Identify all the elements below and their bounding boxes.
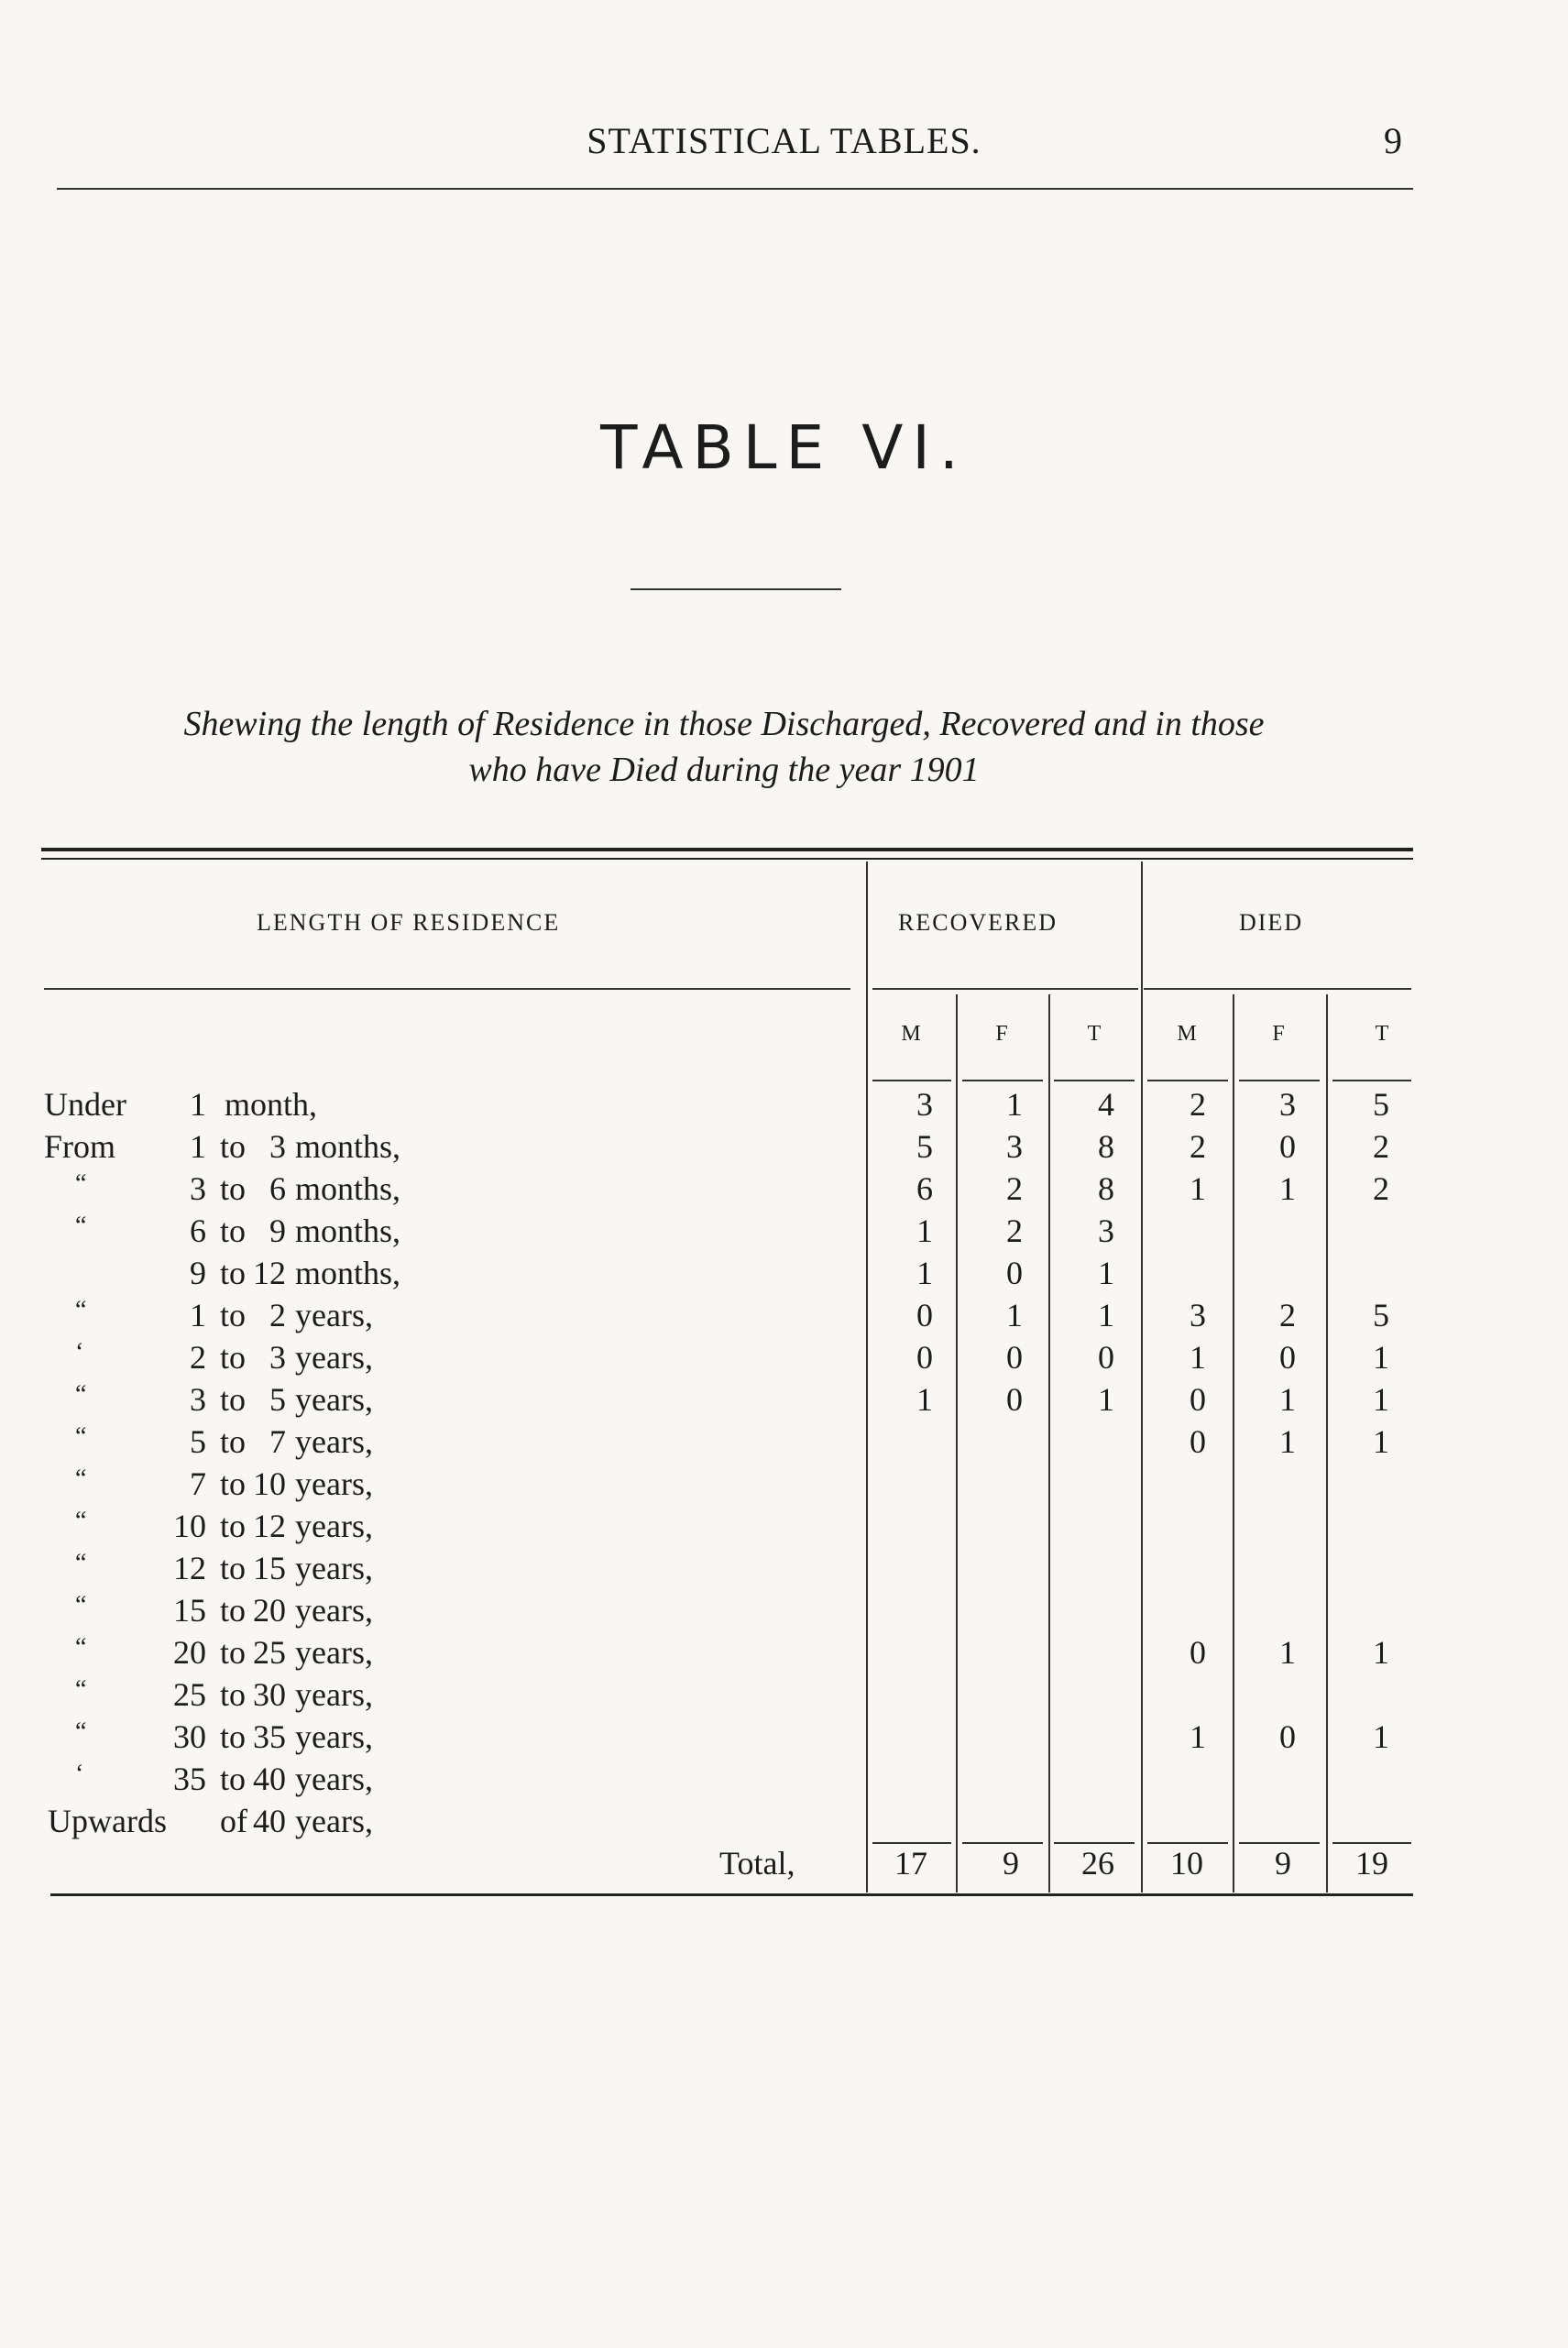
cell-died-t: 1 [1373,1718,1389,1755]
row-prefix: “ [75,1296,87,1324]
title-rule [630,588,841,590]
cell-recovered-f: 0 [1006,1339,1023,1376]
row-from: 5 [190,1423,206,1460]
row-prefix: “ [75,1633,87,1662]
row-unit: month, [225,1086,318,1123]
cell-recovered-m: 1 [916,1381,933,1418]
row-unit: years, [295,1761,373,1797]
cell-died-f: 0 [1279,1718,1296,1755]
row-from: 6 [190,1212,206,1249]
row-to-word: to [220,1550,247,1586]
cell-died-t: 5 [1373,1086,1389,1123]
table-row [0,1591,1568,1633]
col-header-residence: LENGTH OF RESIDENCE [257,909,561,936]
col-header-recovered: RECOVERED [898,909,1058,936]
total-died-f: 9 [1275,1845,1291,1882]
row-from: 1 [190,1297,206,1333]
table-bottom-rule [50,1893,1413,1896]
sub-header-underline-1 [872,1080,951,1081]
cell-recovered-t: 8 [1098,1170,1114,1207]
row-to-word: to [220,1592,247,1629]
cell-recovered-m: 6 [916,1170,933,1207]
row-prefix: “ [75,1169,87,1198]
row-prefix: “ [75,1507,87,1535]
table-row [0,1802,1568,1844]
table-row [0,1422,1568,1465]
cell-recovered-f: 1 [1006,1086,1023,1123]
cell-died-f: 1 [1279,1381,1296,1418]
running-title: STATISTICAL TABLES. [587,120,981,161]
sub-header-underline-3 [1054,1080,1135,1081]
row-prefix: “ [75,1591,87,1619]
total-recovered-t: 26 [1081,1845,1114,1882]
row-to-word: to [220,1297,247,1333]
table-top-rule-thin [41,858,1413,860]
row-to-value: 3 [269,1128,286,1165]
row-prefix: From [44,1128,116,1165]
table-row [0,1296,1568,1338]
table-row [0,1760,1568,1802]
row-from: 1 [190,1128,206,1165]
row-to-value: 15 [253,1550,286,1586]
cell-died-m: 2 [1190,1128,1206,1165]
cell-recovered-m: 0 [916,1297,933,1333]
cell-died-f: 3 [1279,1086,1296,1123]
total-died-m: 10 [1170,1845,1203,1882]
row-to-word: to [220,1718,247,1755]
table-row [0,1212,1568,1254]
cell-recovered-t: 1 [1098,1255,1114,1291]
cell-recovered-m: 0 [916,1339,933,1376]
sub-header-died-m: M [1177,1022,1197,1046]
cell-recovered-t: 4 [1098,1086,1114,1123]
cell-recovered-f: 3 [1006,1128,1023,1165]
row-from: 10 [173,1508,206,1544]
row-to-word: to [220,1761,247,1797]
cell-recovered-m: 3 [916,1086,933,1123]
row-to-value: 3 [269,1339,286,1376]
subtitle-line-2: who have Died during the year 1901 [468,751,980,789]
sub-header-underline-2 [962,1080,1043,1081]
row-to-value: 30 [253,1676,286,1713]
row-prefix: “ [75,1549,87,1577]
row-from: 30 [173,1718,206,1755]
table-row [0,1169,1568,1212]
row-to-value: 35 [253,1718,286,1755]
cell-recovered-f: 2 [1006,1212,1023,1249]
cell-died-t: 2 [1373,1128,1389,1165]
row-to-word: to [220,1170,247,1207]
row-to-value: 7 [269,1423,286,1460]
row-to-value: 2 [269,1297,286,1333]
row-unit: years, [295,1718,373,1755]
row-to-word: to [220,1255,247,1291]
row-unit: years, [295,1592,373,1629]
cell-died-f: 1 [1279,1634,1296,1671]
sub-header-died-t: T [1375,1022,1389,1046]
sub-header-underline-6 [1332,1080,1411,1081]
row-prefix: “ [75,1422,87,1451]
cell-died-t: 1 [1373,1634,1389,1671]
row-from: 3 [190,1170,206,1207]
row-to-word: to [220,1634,247,1671]
total-label: Total, [719,1845,795,1882]
row-from: 3 [190,1381,206,1418]
row-prefix: “ [75,1465,87,1493]
row-prefix: “ [75,1717,87,1746]
row-prefix: ‘ [75,1338,84,1366]
cell-recovered-f: 0 [1006,1381,1023,1418]
row-to-value: 6 [269,1170,286,1207]
table-row [0,1507,1568,1549]
table-title: TABLE VI. [600,412,968,483]
row-from: 1 [190,1086,206,1123]
row-prefix: ‘ [75,1760,84,1788]
row-to-word: to [220,1381,247,1418]
row-to-value: 25 [253,1634,286,1671]
row-unit: months, [295,1170,401,1207]
row-to-word: to [220,1212,247,1249]
cell-died-m: 1 [1190,1339,1206,1376]
row-to-word: of [220,1803,247,1839]
header-divider-recovered [872,988,1138,990]
row-to-word: to [220,1508,247,1544]
row-from: 7 [190,1465,206,1502]
row-unit: years, [295,1550,373,1586]
row-unit: years, [295,1381,373,1418]
row-from: 9 [190,1255,206,1291]
table-row [0,1465,1568,1507]
row-to-value: 40 [253,1803,286,1839]
row-unit: years, [295,1634,373,1671]
subtitle-line-1: Shewing the length of Residence in those Discharged, Recovered and in those [183,705,1265,743]
row-from: 12 [173,1550,206,1586]
row-to-value: 10 [253,1465,286,1502]
cell-recovered-m: 5 [916,1128,933,1165]
table-row [0,1127,1568,1169]
page-number: 9 [1384,120,1402,161]
total-recovered-m: 17 [894,1845,927,1882]
row-prefix: “ [75,1212,87,1240]
row-unit: years, [295,1508,373,1544]
cell-recovered-t: 3 [1098,1212,1114,1249]
row-to-word: to [220,1676,247,1713]
row-to-value: 5 [269,1381,286,1418]
cell-recovered-f: 1 [1006,1297,1023,1333]
header-divider-residence [44,988,850,990]
row-to-value: 40 [253,1761,286,1797]
sub-header-recovered-m: M [901,1022,921,1046]
total-died-t: 19 [1355,1845,1388,1882]
totals-row [0,1844,1568,1886]
table-row [0,1338,1568,1380]
table-top-rule-thick [41,848,1413,851]
cell-died-m: 0 [1190,1423,1206,1460]
cell-died-f: 2 [1279,1297,1296,1333]
table-row [0,1633,1568,1675]
cell-died-t: 5 [1373,1297,1389,1333]
table-subtitle [37,701,1411,793]
cell-died-t: 2 [1373,1170,1389,1207]
row-unit: years, [295,1465,373,1502]
table-row [0,1085,1568,1127]
row-prefix: “ [75,1675,87,1704]
row-to-value: 12 [253,1255,286,1291]
cell-died-f: 0 [1279,1128,1296,1165]
row-from: 20 [173,1634,206,1671]
cell-died-f: 0 [1279,1339,1296,1376]
row-prefix: “ [75,1380,87,1409]
row-unit: months, [295,1255,401,1291]
cell-died-t: 1 [1373,1381,1389,1418]
table-row [0,1254,1568,1296]
row-from: 35 [173,1761,206,1797]
cell-died-m: 1 [1190,1718,1206,1755]
row-unit: years, [295,1803,373,1839]
table-row [0,1549,1568,1591]
row-to-word: to [220,1423,247,1460]
row-to-value: 12 [253,1508,286,1544]
row-unit: years, [295,1297,373,1333]
cell-recovered-t: 0 [1098,1339,1114,1376]
row-unit: years, [295,1423,373,1460]
sub-header-underline-5 [1239,1080,1320,1081]
row-unit: months, [295,1128,401,1165]
cell-died-t: 1 [1373,1423,1389,1460]
cell-recovered-t: 1 [1098,1297,1114,1333]
sub-header-underline-4 [1147,1080,1228,1081]
row-to-word: to [220,1339,247,1376]
cell-died-m: 2 [1190,1086,1206,1123]
sub-header-recovered-f: F [995,1022,1008,1046]
cell-died-f: 1 [1279,1170,1296,1207]
row-prefix: Upwards [48,1803,167,1839]
cell-recovered-m: 1 [916,1255,933,1291]
table-row [0,1675,1568,1717]
row-to-word: to [220,1128,247,1165]
cell-recovered-t: 1 [1098,1381,1114,1418]
row-from: 2 [190,1339,206,1376]
header-rule [57,188,1413,190]
cell-recovered-f: 2 [1006,1170,1023,1207]
cell-died-m: 3 [1190,1297,1206,1333]
row-unit: years, [295,1676,373,1713]
col-header-died: DIED [1239,909,1304,936]
table-row [0,1717,1568,1760]
cell-died-f: 1 [1279,1423,1296,1460]
row-to-value: 20 [253,1592,286,1629]
row-prefix: Under [44,1086,126,1123]
cell-recovered-f: 0 [1006,1255,1023,1291]
cell-died-t: 1 [1373,1339,1389,1376]
cell-died-m: 1 [1190,1170,1206,1207]
row-to-value: 9 [269,1212,286,1249]
total-recovered-f: 9 [1003,1845,1019,1882]
row-from: 15 [173,1592,206,1629]
sub-header-died-f: F [1272,1022,1285,1046]
cell-recovered-t: 8 [1098,1128,1114,1165]
cell-died-m: 0 [1190,1634,1206,1671]
sub-header-recovered-t: T [1087,1022,1102,1046]
row-to-word: to [220,1465,247,1502]
header-divider-died [1144,988,1411,990]
cell-died-m: 0 [1190,1381,1206,1418]
row-from: 25 [173,1676,206,1713]
cell-recovered-m: 1 [916,1212,933,1249]
row-unit: months, [295,1212,401,1249]
table-row [0,1380,1568,1422]
row-unit: years, [295,1339,373,1376]
